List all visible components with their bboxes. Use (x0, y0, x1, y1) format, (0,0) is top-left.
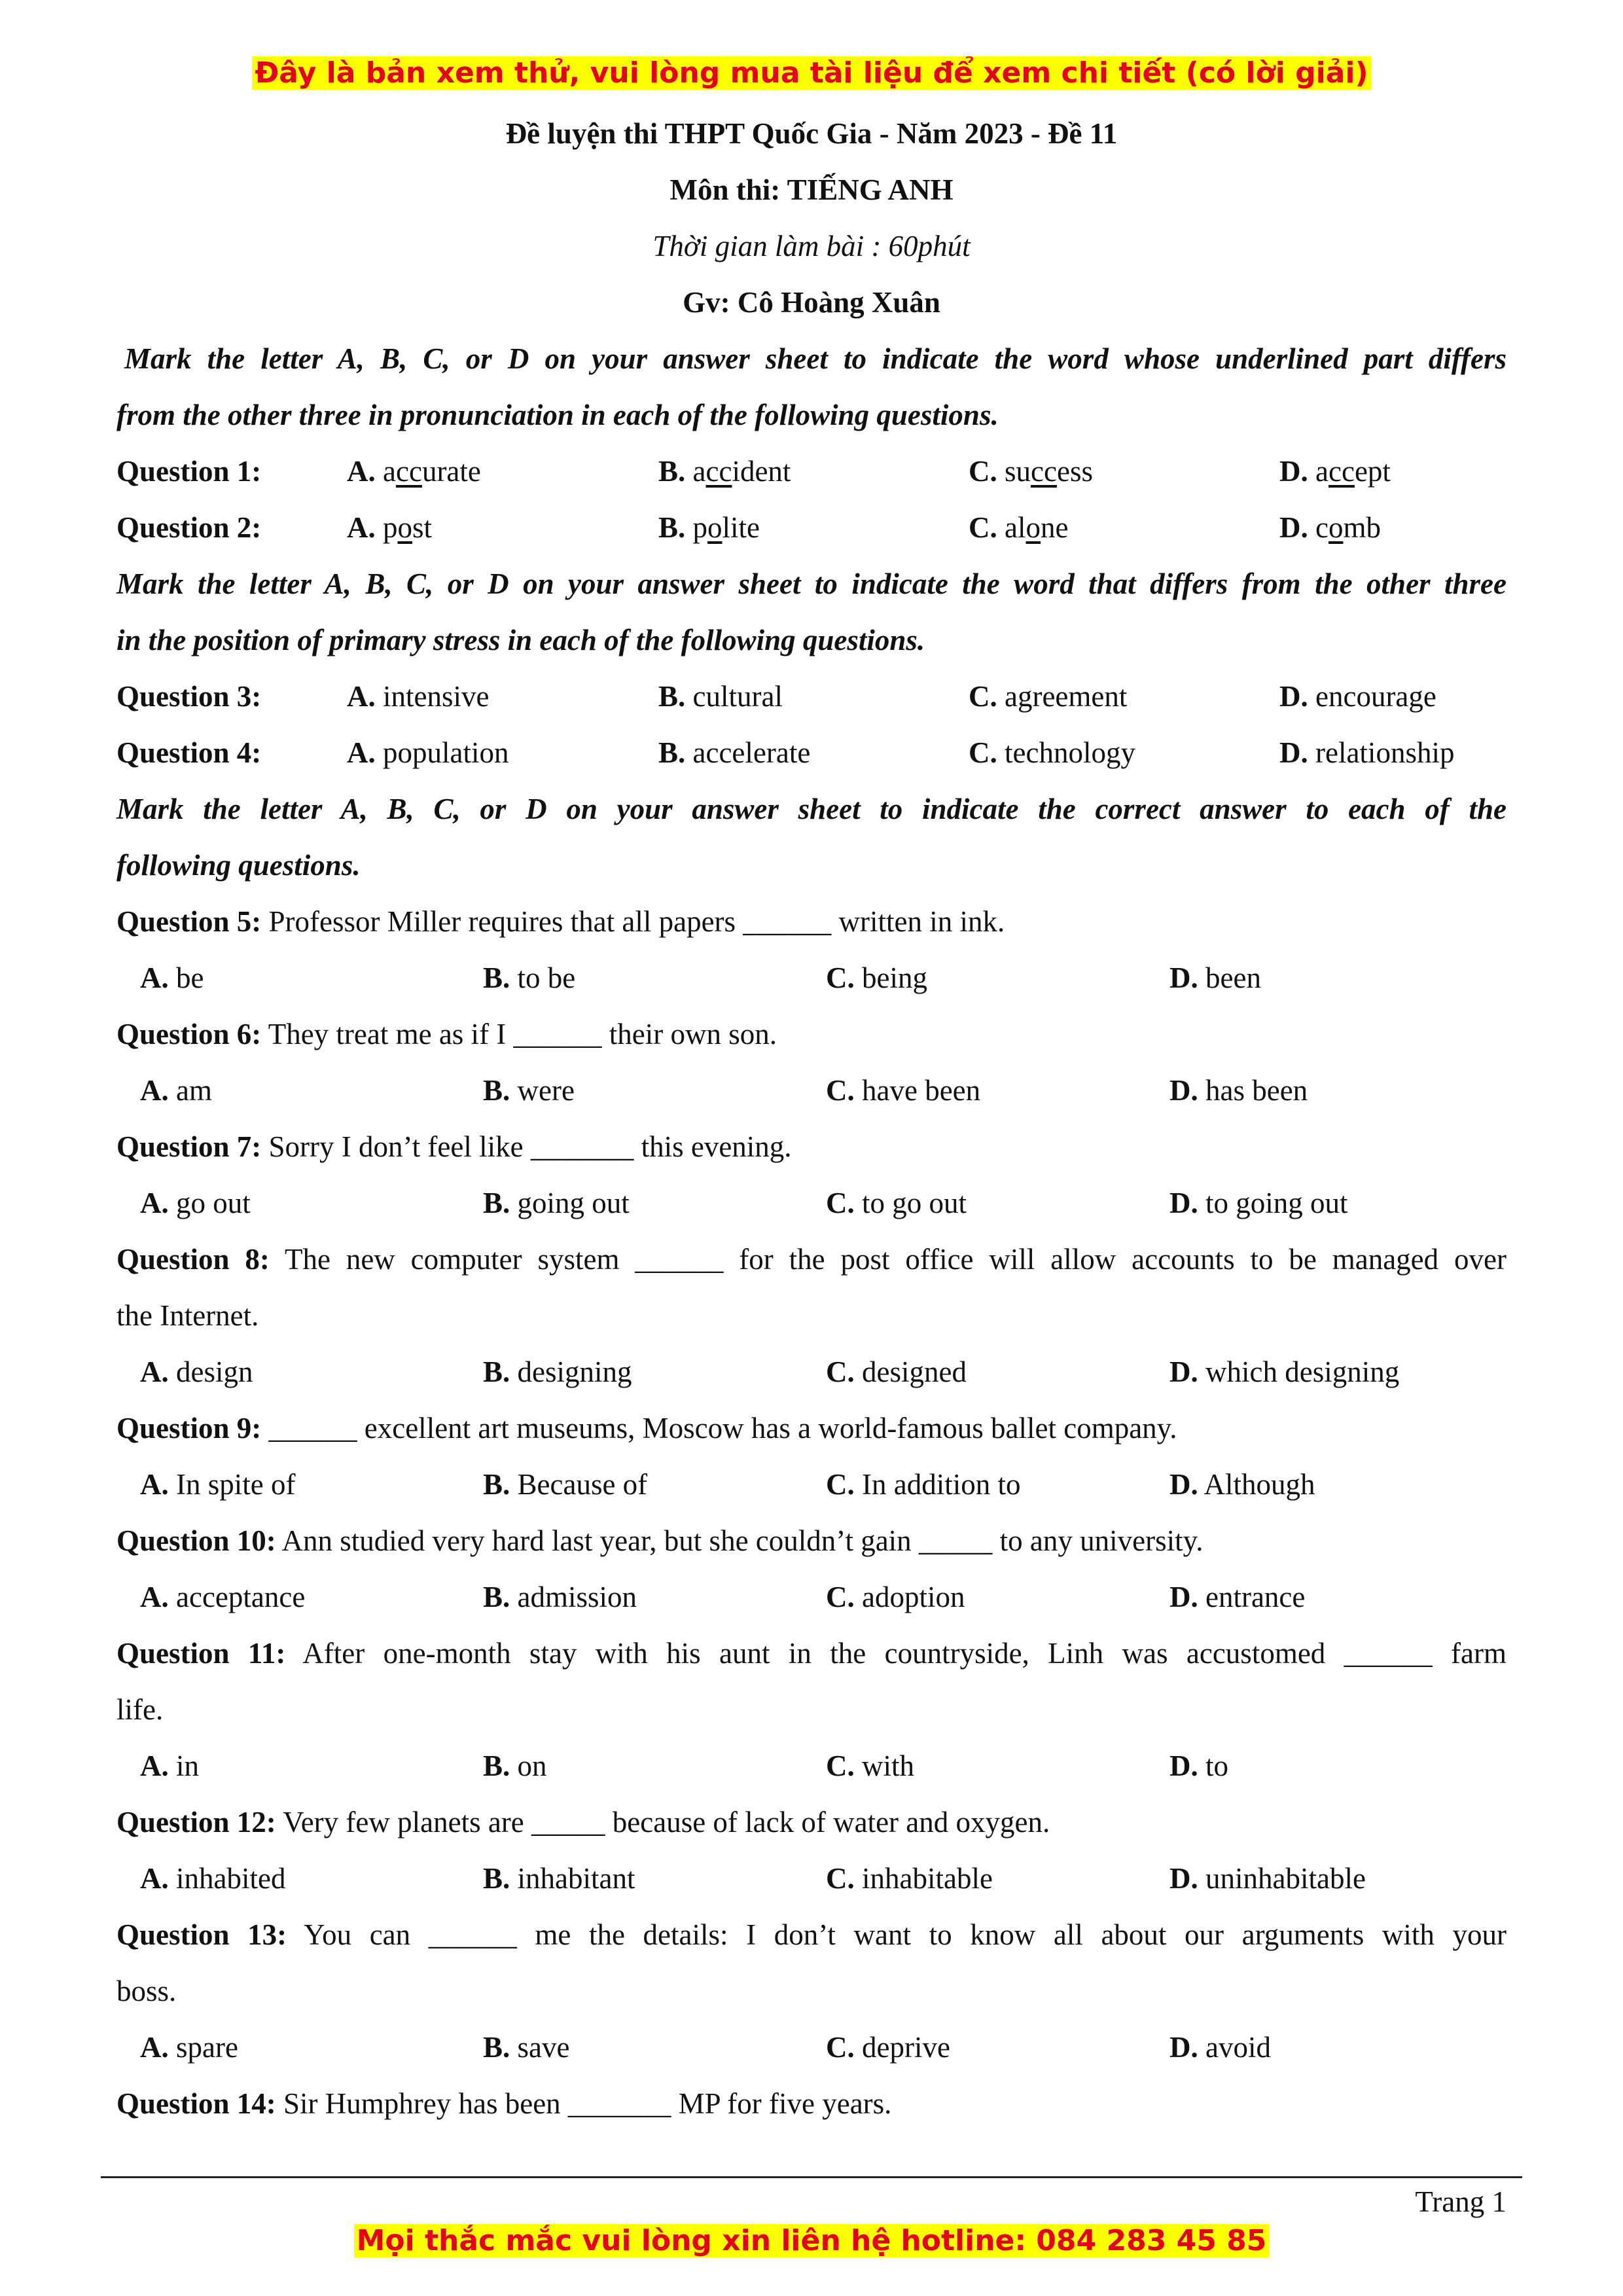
option-text: with (862, 1749, 915, 1782)
option-letter: A. (140, 1074, 169, 1107)
option-letter: A. (140, 961, 169, 994)
preview-banner (0, 56, 1623, 90)
option-letter: D. (1279, 680, 1308, 713)
option-letter: D. (1279, 736, 1308, 769)
option-text: lite (722, 511, 760, 544)
exam-subject: Môn thi: TIẾNG ANH (669, 173, 954, 206)
question-text: You can ______ me the details: I don’t want to know all about our arguments with your (287, 1918, 1507, 1951)
option-letter: B. (658, 455, 686, 488)
option-text: uninhabitable (1205, 1862, 1366, 1895)
question-12-option-c[interactable] (826, 1861, 993, 1895)
question-10-option-d[interactable] (1169, 1580, 1305, 1614)
option-letter: A. (347, 680, 376, 713)
option-text: which designing (1205, 1355, 1400, 1388)
question-label: Question 10: (116, 1524, 276, 1557)
underlined-part: cc (395, 455, 422, 488)
option-text: on (517, 1749, 547, 1782)
option-text: has been (1205, 1074, 1308, 1107)
question-text: ______ excellent art museums, Moscow has a world-famous ballet company. (261, 1412, 1177, 1444)
option-letter: C. (826, 1581, 855, 1613)
question-13-stem (116, 1918, 1507, 1952)
underlined-part: o (707, 511, 722, 544)
option-text: accelerate (692, 736, 811, 769)
question-9-option-a[interactable] (140, 1467, 295, 1501)
question-12-option-b[interactable] (483, 1861, 635, 1895)
question-4-option-a[interactable] (347, 736, 508, 770)
question-3-option-a[interactable] (347, 679, 489, 713)
option-text: go out (176, 1187, 251, 1219)
option-text: intensive (383, 680, 490, 713)
option-text: Although (1204, 1468, 1315, 1501)
option-letter: C. (826, 961, 855, 994)
underlined-part: o (397, 511, 412, 544)
question-9-stem (116, 1411, 1507, 1445)
question-9-option-d[interactable] (1169, 1467, 1315, 1501)
underlined-part: cc (1031, 455, 1057, 488)
option-letter: D. (1169, 1074, 1198, 1107)
option-letter: C. (969, 455, 997, 488)
option-text: ne (1040, 511, 1069, 544)
question-8-stem (116, 1242, 1507, 1276)
option-letter: A. (140, 1749, 169, 1782)
option-text: avoid (1205, 2031, 1271, 2064)
option-letter: C. (826, 1749, 855, 1782)
option-letter: C. (826, 1074, 855, 1107)
option-text: to be (517, 961, 576, 994)
option-letter: B. (658, 736, 686, 769)
stress-instruction-line-2: in the position of primary stress in each of the following questions. (116, 624, 925, 656)
hotline-text: Mọi thắc mắc vui lòng xin liên hệ hotline: 084 283 45 85 (354, 2224, 1270, 2257)
question-13-option-c[interactable] (826, 2030, 950, 2064)
question-10-option-a[interactable] (140, 1580, 305, 1614)
option-text: c (1315, 511, 1329, 544)
option-text: a (383, 455, 396, 488)
underlined-part: o (1328, 511, 1344, 544)
question-5-option-d[interactable] (1169, 961, 1261, 995)
option-text: inhabited (176, 1862, 286, 1895)
hotline-banner (0, 2224, 1623, 2257)
question-5-option-b[interactable] (483, 961, 575, 995)
option-letter: A. (347, 455, 376, 488)
option-text: save (517, 2031, 570, 2064)
pronunciation-instruction-line-2: from the other three in pronunciation in each of the following questions. (116, 399, 999, 431)
option-text: inhabitant (517, 1862, 635, 1895)
question-12-option-a[interactable] (140, 1861, 285, 1895)
question-4-label: Question 4: (116, 736, 262, 769)
option-letter: B. (483, 2031, 510, 2064)
option-letter: C. (826, 1468, 855, 1501)
option-text: were (517, 1074, 575, 1107)
option-text: urate (421, 455, 481, 488)
option-letter: D. (1169, 1749, 1198, 1782)
question-1-option-b[interactable] (658, 454, 791, 488)
question-11-stem-continued: life. (116, 1693, 164, 1726)
question-text: After one-month stay with his aunt in the countryside, Linh was accustomed ______ farm (285, 1637, 1507, 1670)
option-text: cultural (692, 680, 783, 713)
question-5-option-c[interactable] (826, 961, 927, 995)
question-10-stem (116, 1524, 1507, 1558)
option-letter: B. (483, 1581, 510, 1613)
option-letter: C. (969, 736, 997, 769)
option-letter: C. (969, 680, 997, 713)
option-letter: B. (483, 1468, 510, 1501)
option-letter: D. (1279, 455, 1308, 488)
question-1-option-c[interactable] (969, 454, 1093, 488)
option-text: a (1315, 455, 1329, 488)
option-text: p (692, 511, 708, 544)
question-6-option-d[interactable] (1169, 1073, 1308, 1107)
question-label: Question 11: (116, 1637, 286, 1670)
question-3-option-c[interactable] (969, 679, 1127, 713)
option-text: spare (176, 2031, 238, 2064)
exam-title: Đề luyện thi THPT Quốc Gia - Năm 2023 - Đề 11 (505, 117, 1118, 150)
option-letter: B. (483, 1749, 510, 1782)
option-text: be (176, 961, 204, 994)
question-13-stem-continued: boss. (116, 1975, 177, 2007)
question-6-stem (116, 1017, 1507, 1051)
question-8-option-b[interactable] (483, 1355, 632, 1389)
option-text: entrance (1205, 1581, 1306, 1613)
question-2-option-b[interactable] (658, 511, 760, 545)
question-label: Question 7: (116, 1130, 262, 1163)
option-letter: D. (1169, 1581, 1198, 1613)
option-letter: B. (483, 1355, 510, 1388)
option-text: admission (517, 1581, 637, 1613)
option-text: acceptance (176, 1581, 306, 1613)
option-text: inhabitable (862, 1862, 993, 1895)
option-letter: C. (826, 2031, 855, 2064)
option-letter: A. (140, 1468, 169, 1501)
option-text: going out (517, 1187, 630, 1219)
question-label: Question 6: (116, 1018, 262, 1050)
question-2-option-d[interactable] (1279, 511, 1381, 545)
question-text: Sir Humphrey has been _______ MP for five years. (276, 2087, 892, 2120)
question-label: Question 13: (116, 1918, 287, 1951)
question-8-option-a[interactable] (140, 1355, 253, 1389)
question-3-option-d[interactable] (1279, 679, 1436, 713)
option-letter: A. (140, 1581, 169, 1613)
question-4-option-d[interactable] (1279, 736, 1454, 770)
question-label: Question 9: (116, 1412, 262, 1444)
option-text: al (1005, 511, 1026, 544)
question-6-option-a[interactable] (140, 1073, 212, 1107)
option-letter: D. (1169, 961, 1198, 994)
option-letter: A. (140, 2031, 169, 2064)
option-text: deprive (862, 2031, 950, 2064)
option-letter: B. (658, 511, 686, 544)
option-letter: B. (483, 1074, 510, 1107)
question-12-option-d[interactable] (1169, 1861, 1366, 1895)
option-text: st (412, 511, 433, 544)
teacher-name: Gv: Cô Hoàng Xuân (683, 286, 940, 319)
option-text: been (1205, 961, 1261, 994)
grammar-instruction-line-2: following questions. (116, 849, 361, 882)
option-letter: A. (140, 1355, 169, 1388)
option-text: adoption (862, 1581, 965, 1613)
option-text: designed (862, 1355, 967, 1388)
option-letter: D. (1169, 1355, 1198, 1388)
question-3-option-b[interactable] (658, 679, 783, 713)
option-letter: D. (1279, 511, 1308, 544)
option-text: to go out (862, 1187, 967, 1219)
exam-time: Thời gian làm bài : 60phút (652, 230, 971, 262)
question-label: Question 14: (116, 2087, 276, 2120)
pronunciation-instruction-line-1: Mark the letter A, B, C, or D on your answer sheet to indicate the word whose underlined part differs (124, 342, 1507, 375)
question-1-label: Question 1: (116, 455, 262, 488)
question-6-option-b[interactable] (483, 1073, 575, 1107)
question-text: Ann studied very hard last year, but she couldn’t gain _____ to any university. (276, 1524, 1204, 1557)
option-text: technology (1005, 736, 1135, 769)
question-10-option-b[interactable] (483, 1580, 637, 1614)
footer-divider (101, 2176, 1522, 2178)
option-text: ept (1354, 455, 1391, 488)
question-9-option-b[interactable] (483, 1467, 647, 1501)
question-text: Very few planets are _____ because of lack of water and oxygen. (276, 1806, 1050, 1839)
question-9-option-c[interactable] (826, 1467, 1020, 1501)
question-8-stem-continued: the Internet. (116, 1299, 259, 1332)
option-text: to (1205, 1749, 1229, 1782)
stress-instruction-line-1: Mark the letter A, B, C, or D on your answer sheet to indicate the word that differs from the other three (116, 567, 1507, 600)
question-2-option-c[interactable] (969, 511, 1068, 545)
option-letter: A. (347, 511, 376, 544)
question-label: Question 8: (116, 1243, 270, 1276)
option-text: agreement (1005, 680, 1128, 713)
option-text: a (692, 455, 706, 488)
question-13-option-d[interactable] (1169, 2030, 1271, 2064)
question-7-option-c[interactable] (826, 1186, 967, 1220)
underlined-part: cc (1328, 455, 1355, 488)
option-letter: D. (1169, 1862, 1198, 1895)
option-text: encourage (1315, 680, 1436, 713)
question-5-option-a[interactable] (140, 961, 204, 995)
question-14-stem (116, 2087, 1507, 2121)
question-13-option-a[interactable] (140, 2030, 238, 2064)
option-letter: B. (483, 1187, 510, 1219)
option-letter: A. (140, 1187, 169, 1219)
question-11-option-a[interactable] (140, 1749, 199, 1783)
option-letter: B. (658, 680, 686, 713)
option-text: p (383, 511, 398, 544)
option-text: Because of (517, 1468, 648, 1501)
question-3-label: Question 3: (116, 680, 262, 713)
question-7-option-a[interactable] (140, 1186, 251, 1220)
option-text: have been (862, 1074, 981, 1107)
page-number: Trang 1 (1415, 2185, 1507, 2218)
question-5-stem (116, 905, 1507, 939)
question-7-option-b[interactable] (483, 1186, 630, 1220)
option-letter: A. (140, 1862, 169, 1895)
question-text: Sorry I don’t feel like _______ this evening. (261, 1130, 792, 1163)
question-2-label: Question 2: (116, 511, 262, 544)
option-text: population (383, 736, 509, 769)
option-letter: C. (826, 1355, 855, 1388)
question-13-option-b[interactable] (483, 2030, 569, 2064)
question-10-option-c[interactable] (826, 1580, 965, 1614)
question-6-option-c[interactable] (826, 1073, 980, 1107)
question-text: Professor Miller requires that all papers ______ written in ink. (261, 905, 1005, 938)
option-text: ess (1056, 455, 1093, 488)
option-text: to going out (1205, 1187, 1348, 1219)
question-11-option-b[interactable] (483, 1749, 547, 1783)
question-7-option-d[interactable] (1169, 1186, 1348, 1220)
option-letter: D. (1169, 1187, 1198, 1219)
underlined-part: o (1026, 511, 1041, 544)
option-letter: C. (826, 1187, 855, 1219)
option-letter: A. (347, 736, 376, 769)
option-letter: D. (1169, 1468, 1198, 1501)
underlined-part: cc (705, 455, 732, 488)
option-letter: D. (1169, 2031, 1198, 2064)
question-text: They treat me as if I ______ their own son. (261, 1018, 777, 1050)
option-text: su (1005, 455, 1031, 488)
question-2-option-a[interactable] (347, 511, 432, 545)
option-letter: B. (483, 961, 510, 994)
question-4-option-b[interactable] (658, 736, 810, 770)
question-8-option-c[interactable] (826, 1355, 967, 1389)
question-text: The new computer system ______ for the post office will allow accounts to be managed over (269, 1243, 1507, 1276)
option-text: designing (517, 1355, 632, 1388)
question-label: Question 12: (116, 1806, 276, 1839)
question-4-option-c[interactable] (969, 736, 1135, 770)
option-text: am (176, 1074, 212, 1107)
option-text: being (862, 961, 927, 994)
question-11-stem (116, 1636, 1507, 1670)
question-12-stem (116, 1805, 1507, 1839)
question-11-option-d[interactable] (1169, 1749, 1228, 1783)
option-text: In spite of (176, 1468, 296, 1501)
question-1-option-a[interactable] (347, 454, 481, 488)
option-text: In addition to (862, 1468, 1021, 1501)
option-letter: B. (483, 1862, 510, 1895)
option-text: in (176, 1749, 200, 1782)
question-11-option-c[interactable] (826, 1749, 914, 1783)
option-text: relationship (1315, 736, 1455, 769)
option-text: design (176, 1355, 253, 1388)
question-7-stem (116, 1130, 1507, 1164)
preview-banner-text: Đây là bản xem thử, vui lòng mua tài liệu để xem chi tiết (có lời giải) (252, 56, 1370, 90)
question-1-option-d[interactable] (1279, 454, 1391, 488)
option-text: mb (1343, 511, 1381, 544)
option-letter: C. (826, 1862, 855, 1895)
question-8-option-d[interactable] (1169, 1355, 1399, 1389)
grammar-instruction-line-1: Mark the letter A, B, C, or D on your answer sheet to indicate the correct answer to each of the (116, 793, 1507, 825)
question-label: Question 5: (116, 905, 262, 938)
option-text: ident (732, 455, 791, 488)
option-letter: C. (969, 511, 997, 544)
